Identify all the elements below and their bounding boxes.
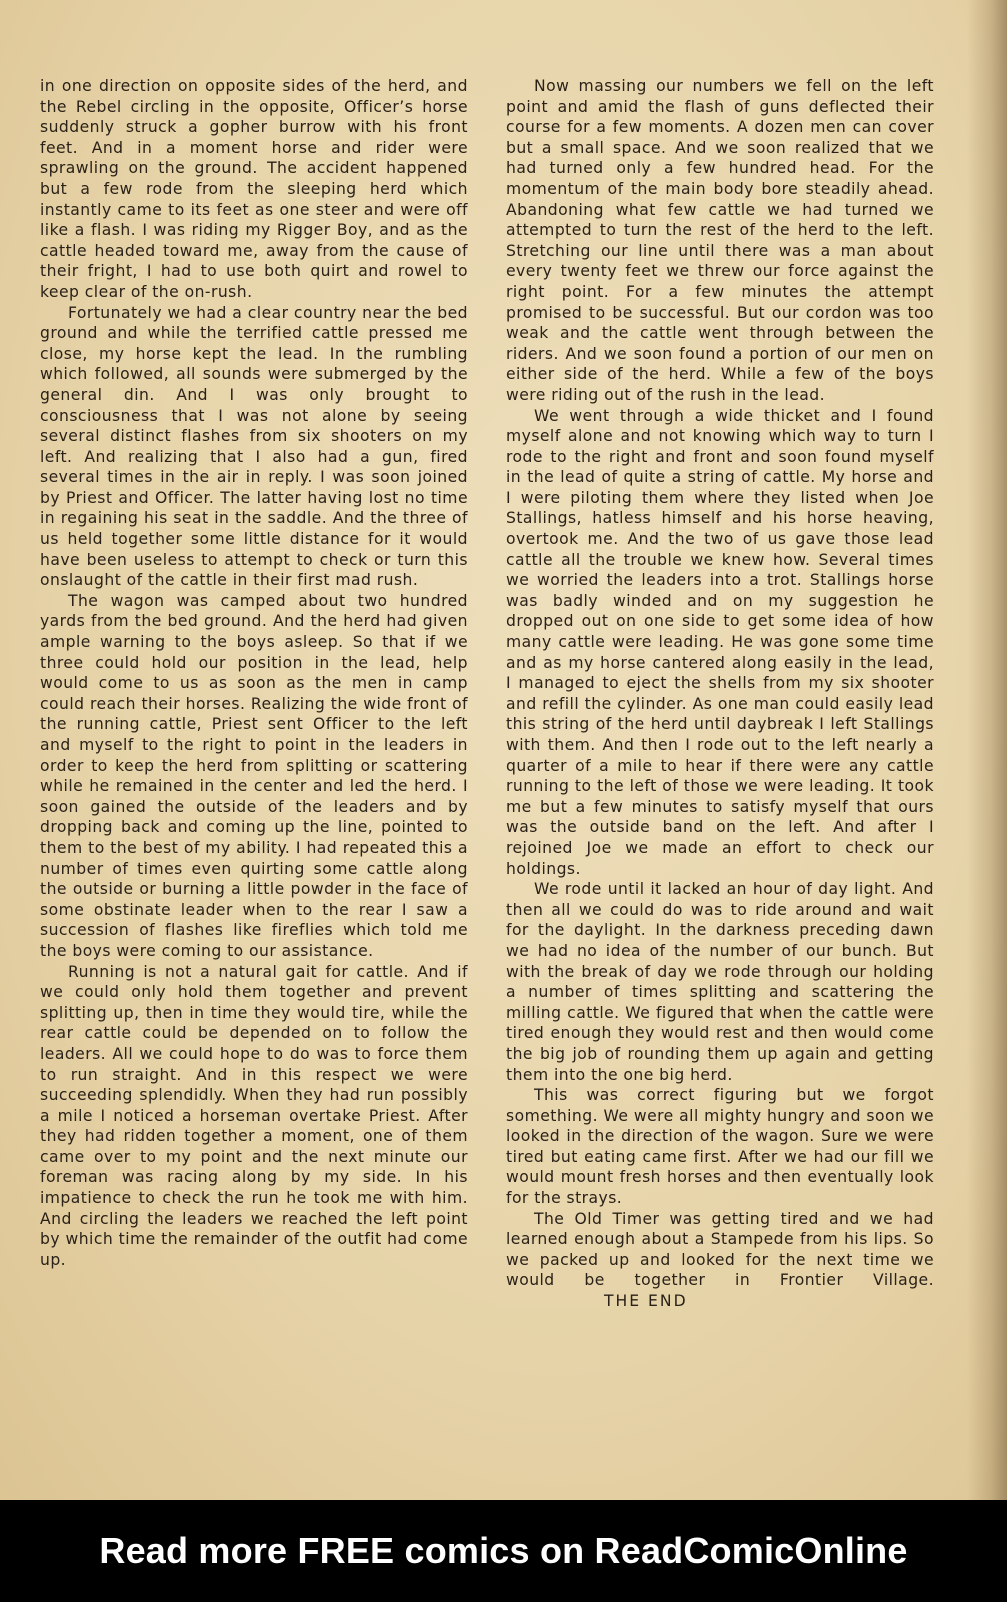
left-paragraph-4: Running is not a natural gait for cattle. And if we could only hold them together and prevent splitting up, then in time they would tire, while the rear cattle could be depended on to follow the leaders. All we could hope to do was to force them to run straight. And in this respect we were succeeding splendidly. When they had run possibly a mile I noticed a horseman overtake Priest. After they had ridden together a moment, one of them came over to my point and the next minute our foreman was racing along by my side. In his impatience to check the run he took me with him. And circling the leaders we reached the left point by which time the remainder of the outfit had come up. (40, 962, 468, 1269)
right-text-column (506, 76, 934, 1312)
the-end-mark: THE END (604, 1292, 688, 1311)
left-paragraph-2: Fortunately we had a clear country near the bed ground and while the terrified cattle pressed me close, my horse kept the lead. In the rumbling which followed, all sounds were submerged by the general din. And I was only brought to consciousness that I was not alone by seeing several distinct flashes from six shooters on my left. And realizing that I also had a gun, fired several times in the air in reply. I was soon joined by Priest and Officer. The latter having lost no time in regaining his seat in the saddle. And the three of us held together some little distance for it would have been useless to attempt to check or turn this onslaught of the cattle in their first mad rush. (40, 303, 468, 590)
footer-banner[interactable] (0, 1500, 1007, 1602)
left-paragraph-1: in one direction on opposite sides of the herd, and the Rebel circling in the opposite, Officer’s horse suddenly struck a gopher burrow with his front feet. And in a moment horse and rider were sprawling on the ground. The accident happened but a few rode from the sleeping herd which instantly came to its feet as one steer and were off like a flash. I was riding my Rigger Boy, and as the cattle headed toward me, away from the cause of their fright, I had to use both quirt and rowel to keep clear of the on-rush. (40, 77, 468, 301)
left-paragraph-3: The wagon was camped about two hundred yards from the bed ground. And the herd had given ample warning to the boys asleep. So that if we three could hold our position in the lead, help would come to us as soon as the men in camp could reach their horses. Realizing the wide front of the running cattle, Priest sent Officer to the left and myself to the right to point in the leaders in order to keep the herd from splitting or scattering while he remained in the center and led the herd. I soon gained the outside of the leaders and by dropping back and coming up the line, pointed to them to the best of my ability. I had repeated this a number of times even quirting some cattle along the outside or burning a little powder in the face of some obstinate leader when to the rear I saw a succession of flashes like fireflies which told me the boys were coming to our assistance. (40, 591, 468, 960)
right-paragraph-4: This was correct figuring but we forgot something. We were all mighty hungry and soon we looked in the direction of the wagon. Sure we were tired but eating came first. After we had our fill we would mount fresh horses and then eventually look for the strays. (506, 1086, 934, 1208)
left-text-column (40, 76, 468, 1270)
footer-banner-text[interactable]: Read more FREE comics on ReadComicOnline (99, 1530, 908, 1571)
right-paragraph-5-text: The Old Timer was getting tired and we had learned enough about a Stampede from his lips. So we packed up and looked for the next time we would be together in Frontier Village. (506, 1209, 934, 1290)
right-paragraph-2: We went through a wide thicket and I found myself alone and not knowing which way to turn I rode to the right and front and soon found myself in the lead of quite a string of cattle. My horse and I were piloting them where they listed when Joe Stallings, hatless himself and his horse heaving, overtook me. And the two of us gave those lead cattle all the trouble we knew how. Several times we worried the leaders into a trot. Stallings horse was badly winded and on my suggestion he dropped out on one side to get some idea of how many cattle were leading. He was gone some time and as my horse cantered along easily in the lead, I managed to eject the shells from my six shooter and refill the cylinder. As one man could easily lead this string of the herd until daybreak I left Stallings with them. And then I rode out to the left nearly a quarter of a mile to hear if there were any cattle running to the left of those we were leading. It took me but a few minutes to satisfy myself that ours was the outside band on the left. And after I rejoined Joe we made an effort to check our holdings. (506, 406, 934, 878)
page-fold-shadow (967, 0, 1007, 1500)
right-paragraph-3: We rode until it lacked an hour of day light. And then all we could do was to ride around and wait for the daylight. In the darkness preceding dawn we had no idea of the number of our bunch. But with the break of day we rode through our holding a number of times splitting and scattering the milling cattle. We figured that when the cattle were tired enough they would rest and then would come the big job of rounding them up again and getting them into the one big herd. (506, 880, 934, 1084)
right-paragraph-1: Now massing our numbers we fell on the left point and amid the flash of guns deflected their course for a few moments. A dozen men can cover but a small space. And we soon realized that we had turned only a few hundred head. For the momentum of the main body bore steadily ahead. Abandoning what few cattle we had turned we attempted to turn the rest of the herd to the left. Stretching our line until there was a man about every twenty feet we threw our force against the right point. For a few minutes the attempt promised to be successful. But our cordon was too weak and the cattle went through between the riders. And we soon found a portion of our men on either side of the herd. While a few of the boys were riding out of the rush in the lead. (506, 77, 934, 404)
right-paragraph-5 (506, 1209, 934, 1312)
